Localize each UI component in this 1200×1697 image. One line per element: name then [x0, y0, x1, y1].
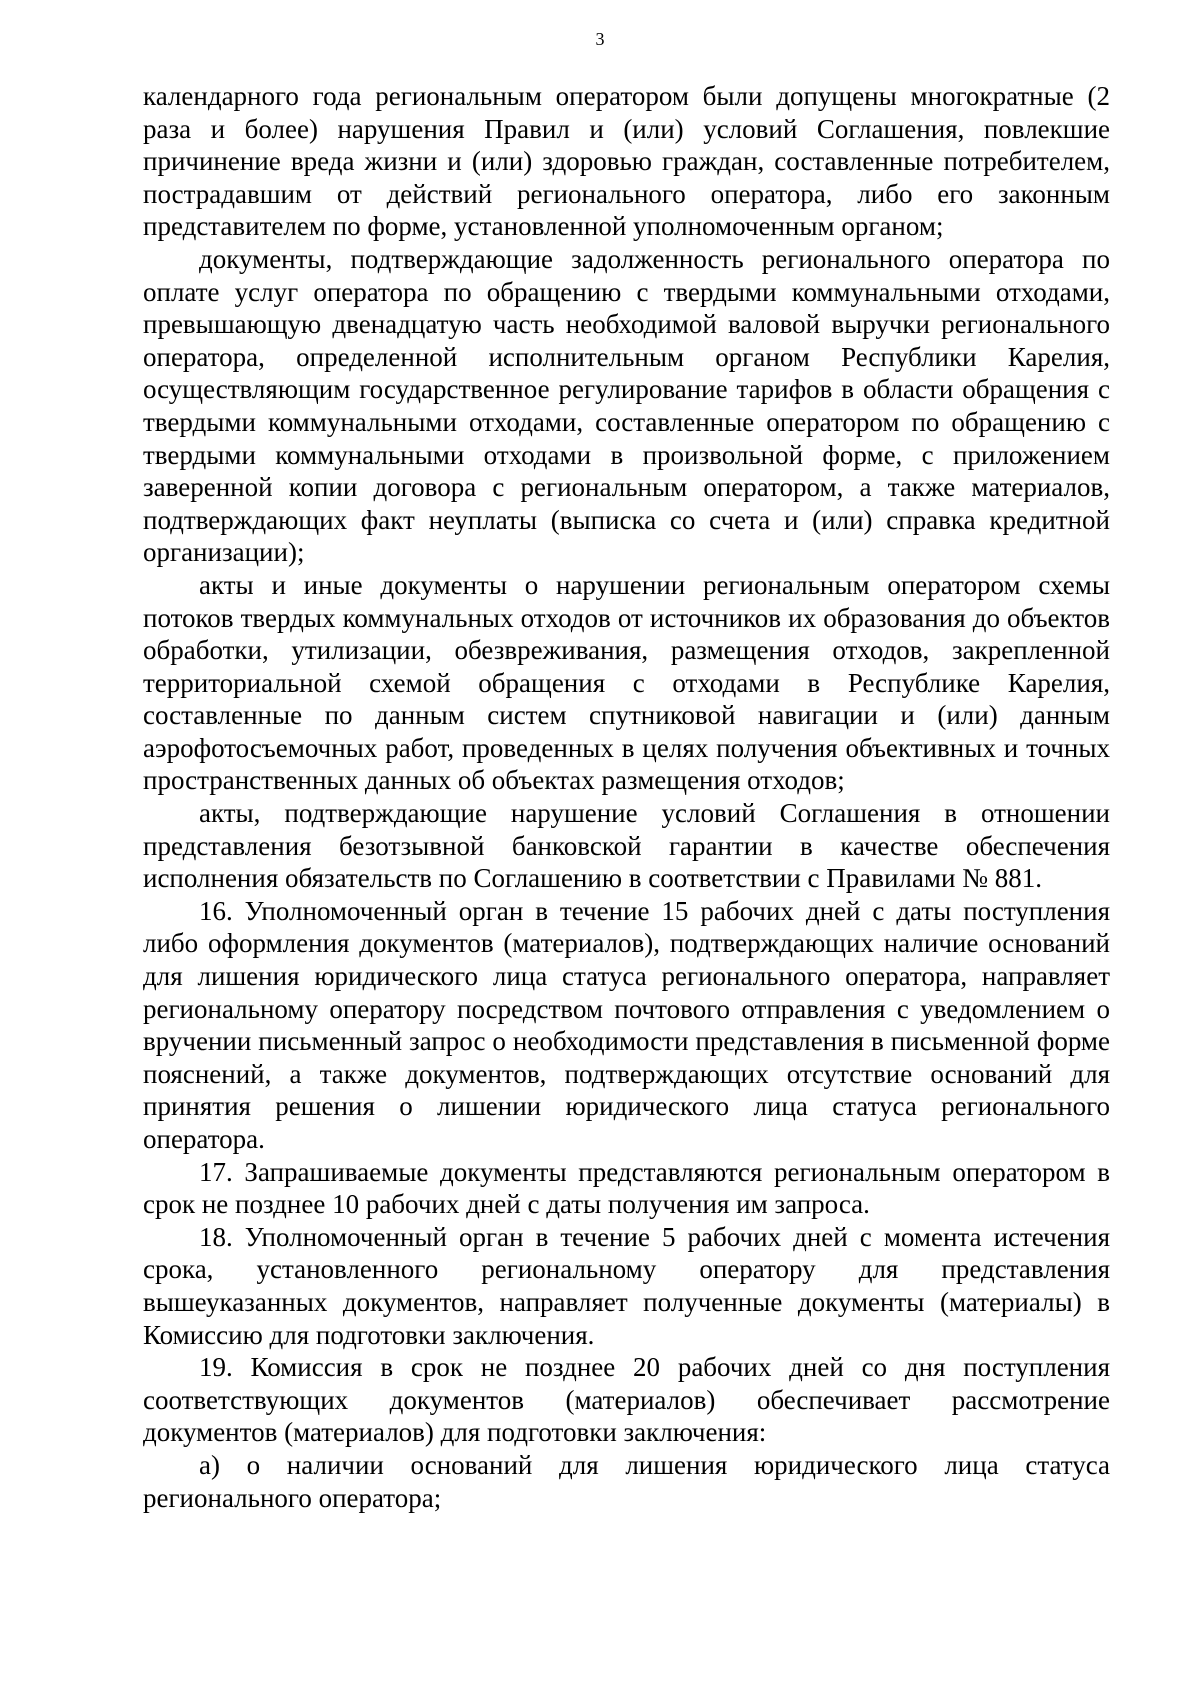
paragraph-item-19: 19. Комиссия в срок не позднее 20 рабочих дней со дня поступления соответствующих документов (материалов) обеспечивает рассмотрение документов (материалов) для подготовки заключения:: [143, 1352, 1110, 1448]
paragraph-item-16: 16. Уполномоченный орган в течение 15 рабочих дней с даты поступления либо оформления документов (материалов), подтверждающих наличие оснований для лишения юридического лица статуса регионального оператора, направляет региональному оператору посредством почтового отправления с уведомлением о вручении письменный запрос о необходимости представления в письменной форме пояснений, а также документов, подтверждающих отсутствие оснований для принятия решения о лишении юридического лица статуса регионального оператора.: [143, 895, 1110, 1154]
page-number: 3: [595, 29, 605, 49]
paragraph-bank-guarantee-acts: акты, подтверждающие нарушение условий Соглашения в отношении представления безотзывной банковской гарантии в качестве обеспечения исполнения обязательств по Соглашению в соответствии с Правилами № 881.: [143, 798, 1110, 894]
paragraph-debt-documents: документы, подтверждающие задолженность регионального оператора по оплате услуг оператора по обращению с твердыми коммунальными отходами, превышающую двенадцатую часть необходимой валовой выручки регионального оператора, определенной исполнительным органом Республики Карелия, осуществляющим государственное регулирование тарифов в области обращения с твердыми коммунальными отходами, составленные оператором по обращению с твердыми коммунальными отходами в произвольной форме, с приложением заверенной копии договора с региональным оператором, а также материалов, подтверждающих факт неуплаты (выписка со счета и (или) справка кредитной организации);: [143, 243, 1110, 568]
paragraph-continuation: календарного года региональным оператором были допущены многократные (2 раза и более) нарушения Правил и (или) условий Соглашения, повлекшие причинение вреда жизни и (или) здоровью граждан, составленные потребителем, пострадавшим от действий регионального оператора, либо его законным представителем по форме, установленной уполномоченным органом;: [143, 81, 1110, 242]
paragraph-subitem-a: а) о наличии оснований для лишения юридического лица статуса регионального оператора;: [143, 1449, 1110, 1513]
paragraph-item-18: 18. Уполномоченный орган в течение 5 рабочих дней с момента истечения срока, установленного региональному оператору для представления вышеуказанных документов, направляет полученные документы (материалы) в Комиссию для подготовки заключения.: [143, 1221, 1110, 1350]
paragraph-item-17: 17. Запрашиваемые документы представляются региональным оператором в срок не позднее 10 рабочих дней с даты получения им запроса.: [143, 1156, 1110, 1220]
document-body: [143, 80, 1110, 1514]
paragraph-flow-scheme-acts: акты и иные документы о нарушении региональным оператором схемы потоков твердых коммунальных отходов от источников их образования до объектов обработки, утилизации, обезвреживания, размещения отходов, закрепленной территориальной схемой обращения с отходами в Республике Карелия, составленные по данным систем спутниковой навигации и (или) данным аэрофотосъемочных работ, проведенных в целях получения объективных и точных пространственных данных об объектах размещения отходов;: [143, 569, 1110, 796]
